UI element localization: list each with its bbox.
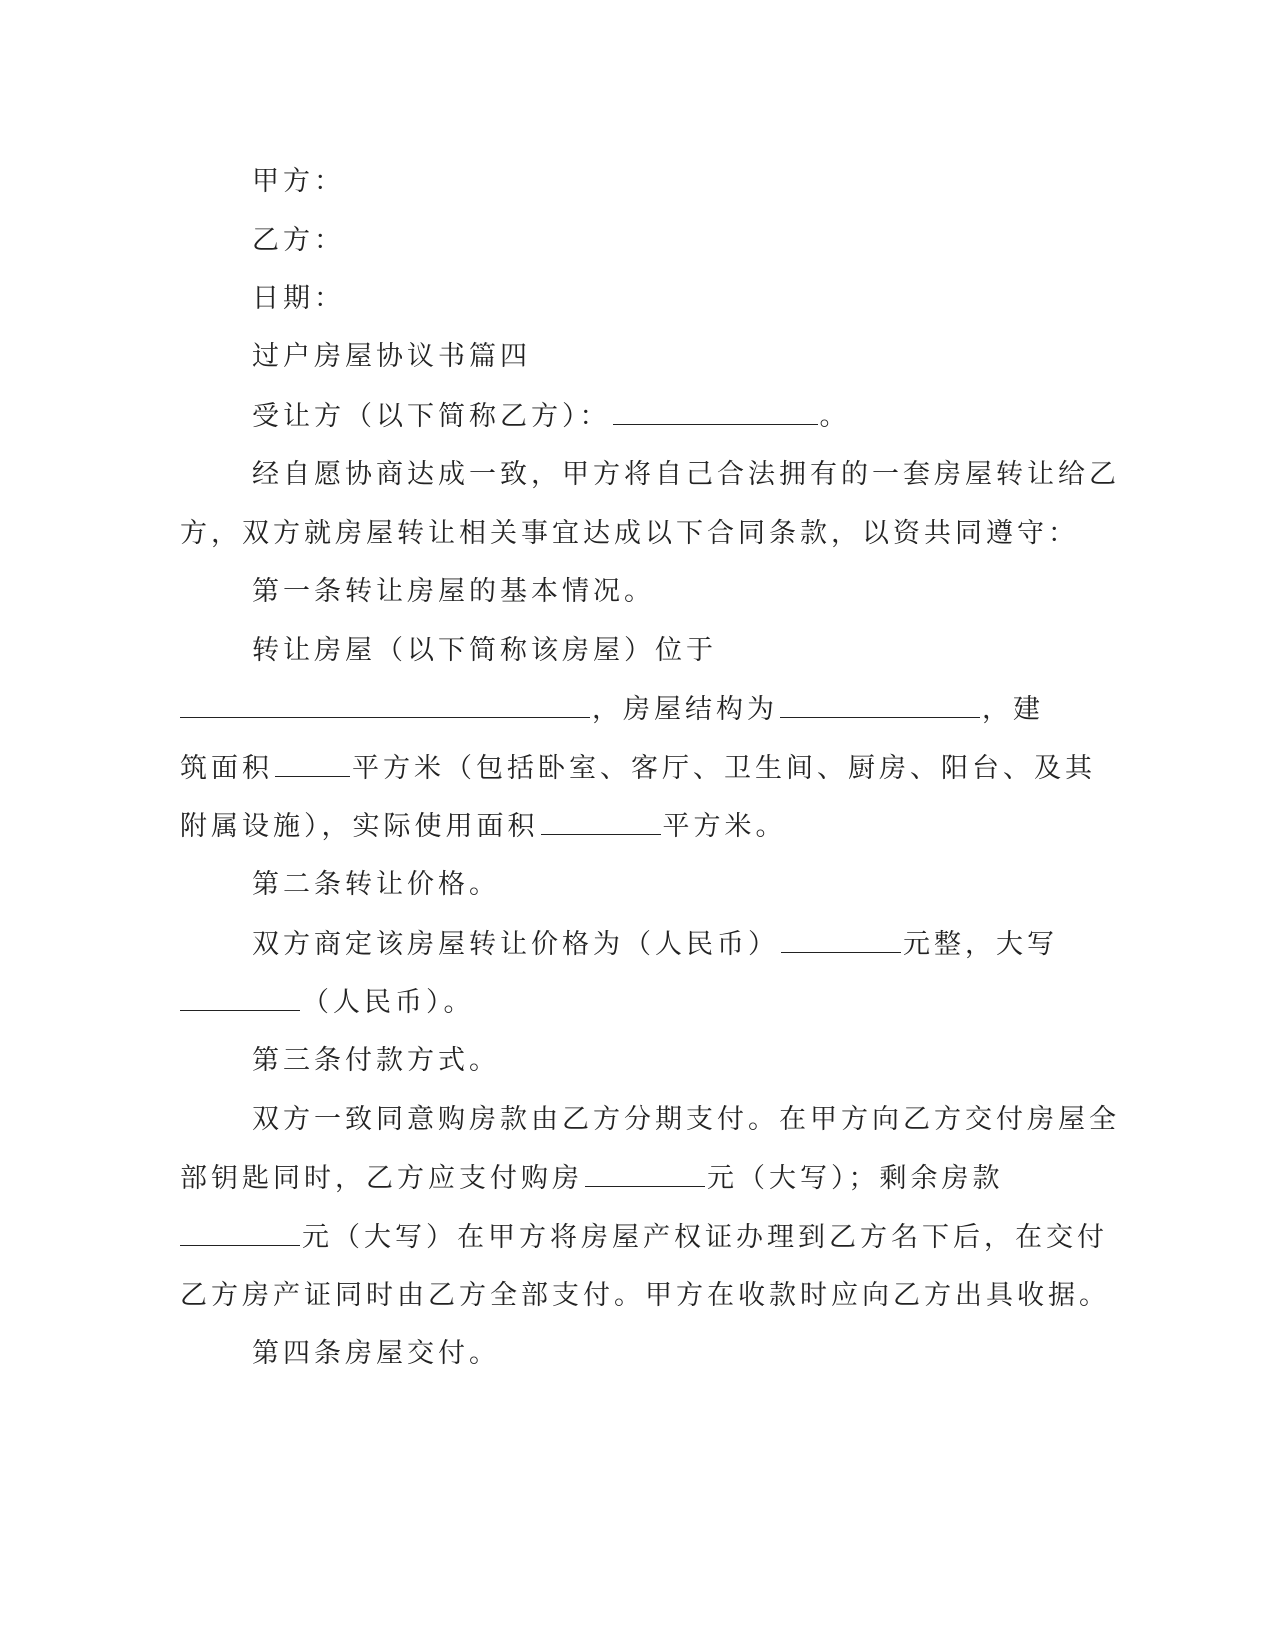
date-label: 日期： bbox=[252, 283, 345, 314]
transferee-name-blank bbox=[613, 396, 818, 425]
article-1-title: 第一条转让房屋的基本情况。 bbox=[252, 576, 655, 607]
party-a-label: 甲方： bbox=[252, 166, 345, 197]
transferee-line: 受让方（以下简称乙方）： 。 bbox=[252, 396, 851, 436]
article-1-line-3: 筑面积 平方米（包括卧室、客厅、卫生间、厨房、阳台、及其 bbox=[180, 748, 1096, 788]
price-number-blank bbox=[781, 924, 901, 953]
section-title: 过户房屋协议书篇四 bbox=[252, 341, 531, 372]
article-3-line-1: 双方一致同意购房款由乙方分期支付。在甲方向乙方交付房屋全 bbox=[252, 1104, 1120, 1135]
first-payment-blank bbox=[585, 1158, 705, 1187]
article-3-line-4: 乙方房产证同时由乙方全部支付。甲方在收款时应向乙方出具收据。 bbox=[180, 1280, 1110, 1311]
article-1-line-1: 转让房屋（以下简称该房屋）位于 bbox=[252, 635, 717, 666]
article-2-title: 第二条转让价格。 bbox=[252, 869, 500, 900]
article-4-title: 第四条房屋交付。 bbox=[252, 1338, 500, 1369]
party-b-label: 乙方： bbox=[252, 225, 345, 256]
intro-paragraph-line-1: 经自愿协商达成一致，甲方将自己合法拥有的一套房屋转让给乙 bbox=[252, 459, 1120, 490]
remaining-payment-blank bbox=[180, 1217, 300, 1246]
price-words-blank bbox=[180, 982, 300, 1011]
article-1-line-2: ，房屋结构为 ，建 bbox=[180, 689, 1044, 729]
article-2-line-2: （人民币）。 bbox=[180, 982, 475, 1022]
building-area-blank bbox=[275, 748, 350, 777]
article-3-title: 第三条付款方式。 bbox=[252, 1045, 500, 1076]
intro-paragraph-line-2: 方，双方就房屋转让相关事宜达成以下合同条款，以资共同遵守： bbox=[180, 518, 1079, 549]
usable-area-blank bbox=[541, 806, 661, 835]
article-2-line-1: 双方商定该房屋转让价格为（人民币） 元整，大写 bbox=[252, 924, 1058, 964]
article-3-line-3: 元（大写）在甲方将房屋产权证办理到乙方名下后，在交付 bbox=[180, 1217, 1108, 1257]
location-blank bbox=[180, 689, 590, 718]
article-3-line-2: 部钥匙同时，乙方应支付购房 元（大写）；剩余房款 bbox=[180, 1158, 1004, 1198]
structure-blank bbox=[780, 689, 980, 718]
article-1-line-4: 附属设施），实际使用面积 平方米。 bbox=[180, 806, 787, 846]
